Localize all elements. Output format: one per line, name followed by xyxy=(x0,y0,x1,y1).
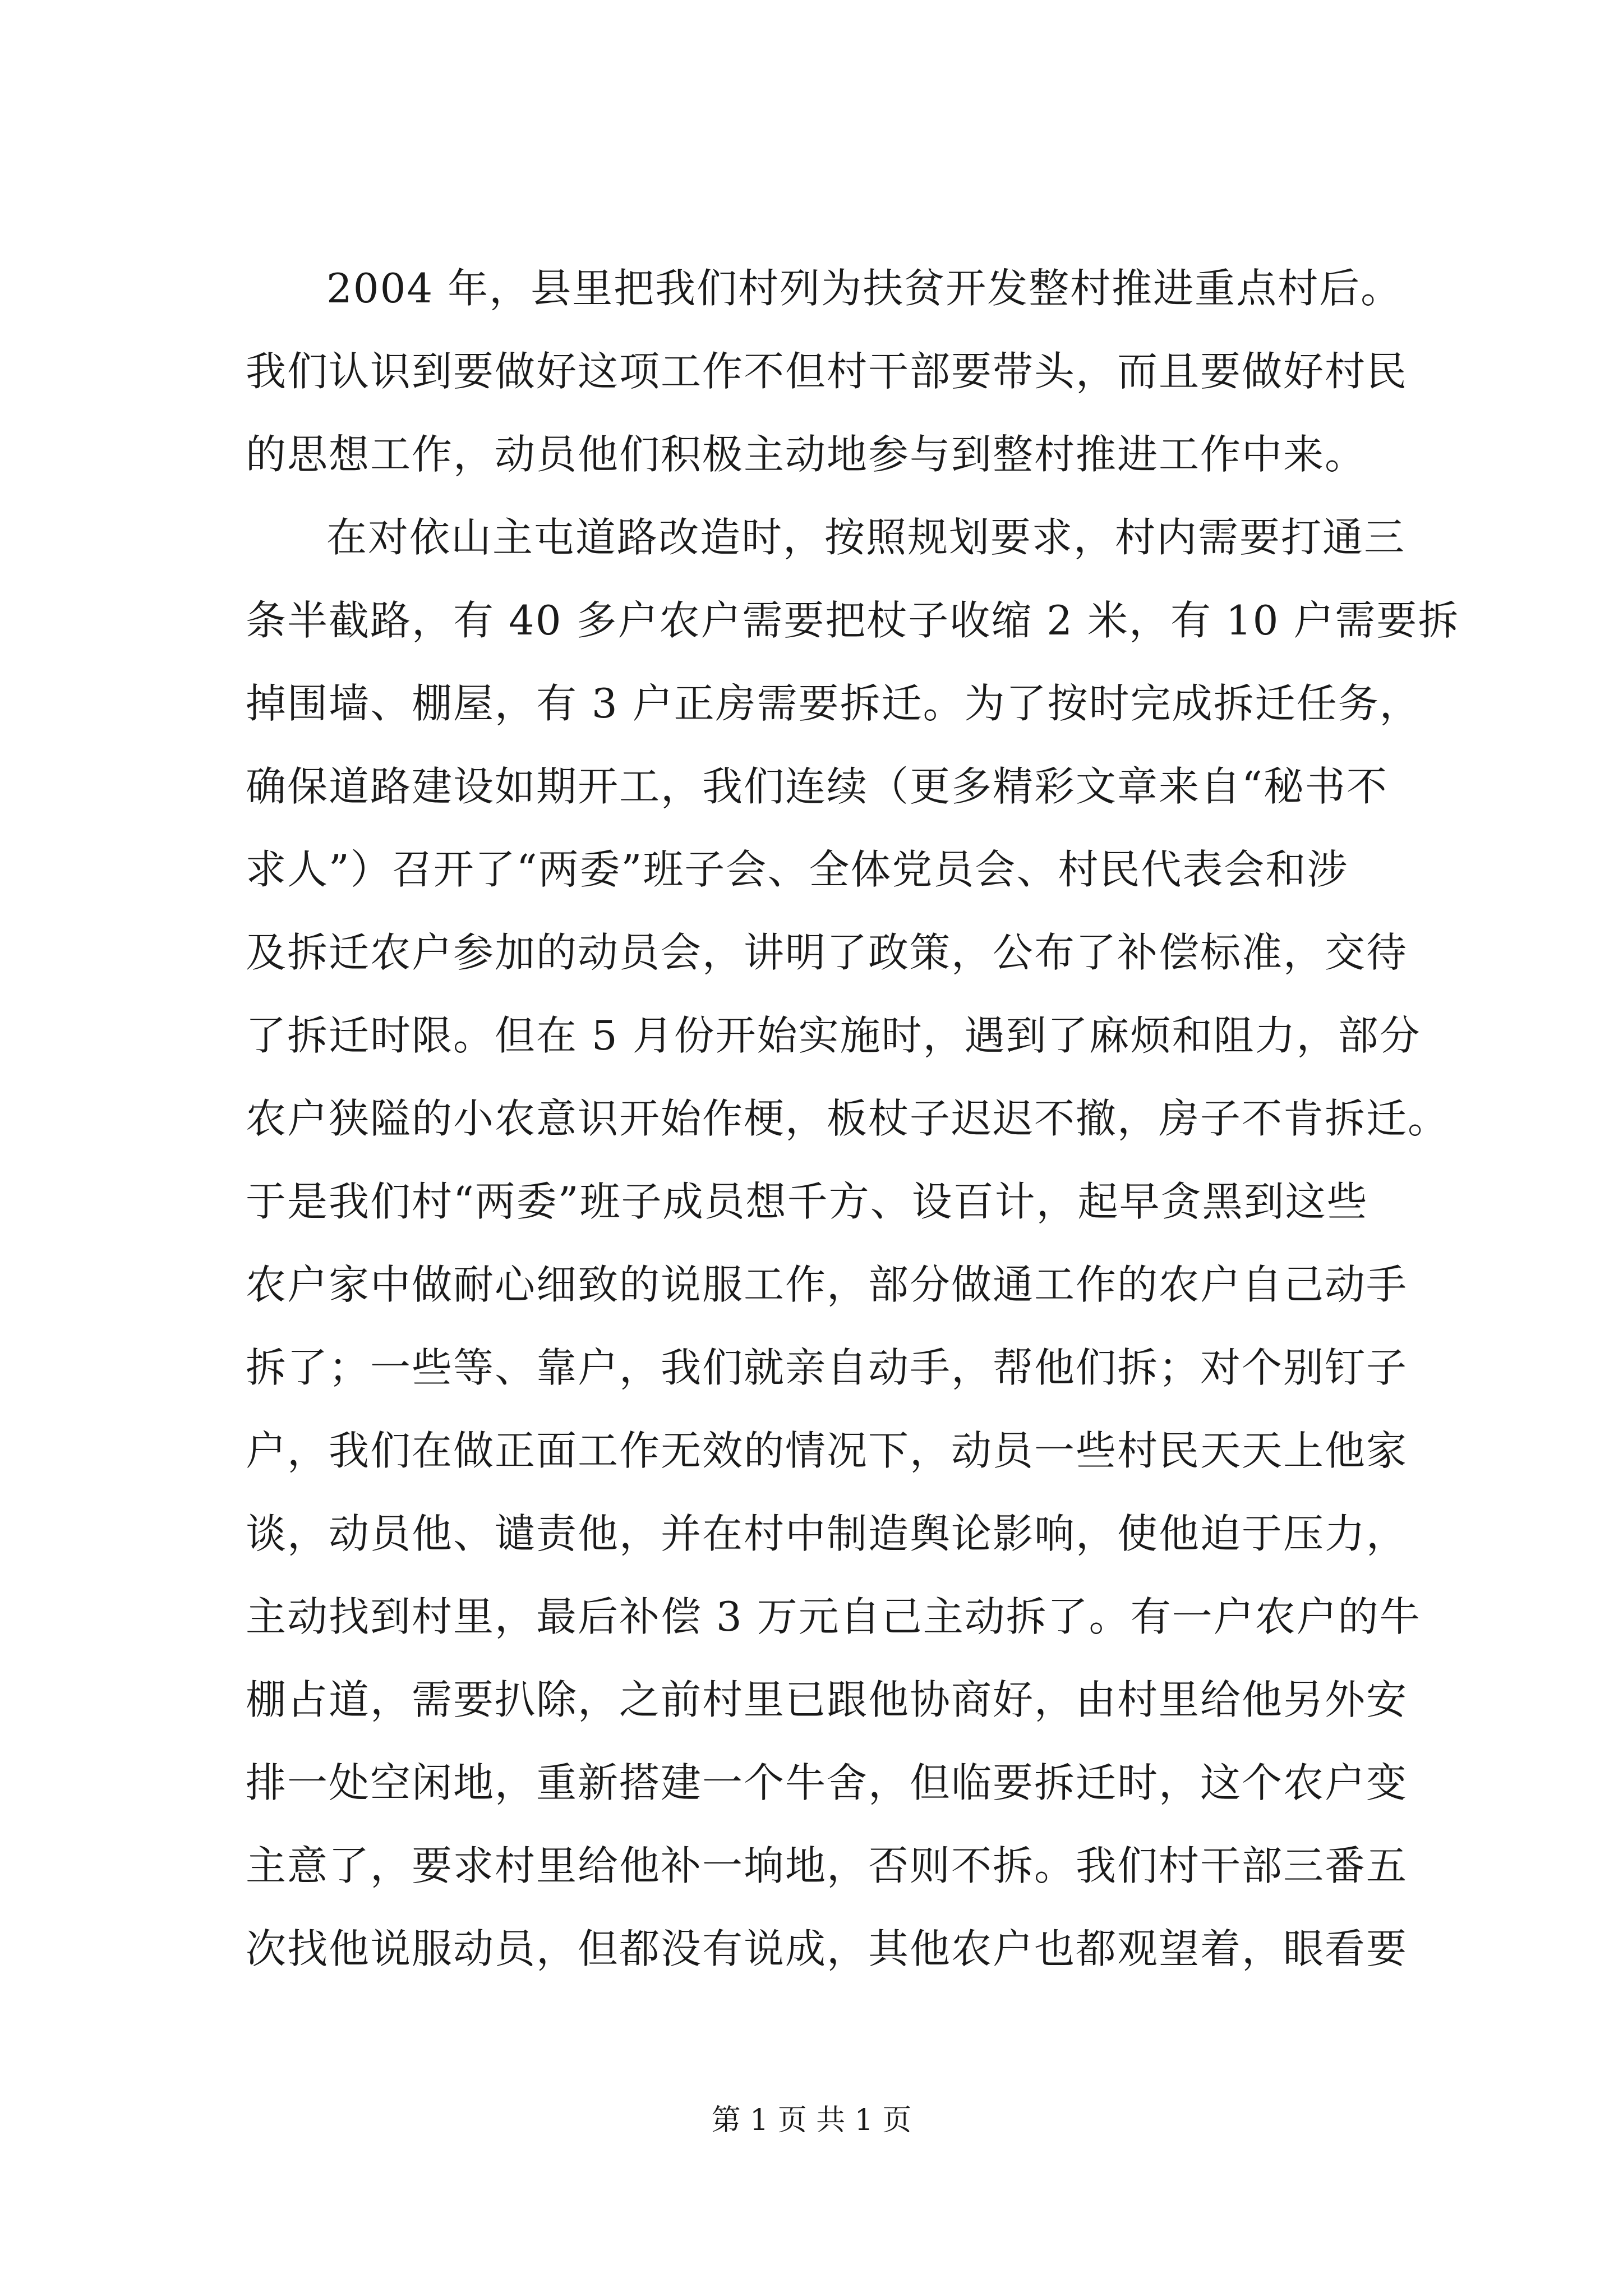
text-line: 掉围墙、棚屋，有 3 户正房需要拆迁。为了按时完成拆迁任务， xyxy=(246,680,1421,727)
text-line: 主动找到村里，最后补偿 3 万元自己主动拆了。有一户农户的牛 xyxy=(246,1593,1421,1640)
text-line: 排一处空闲地，重新搭建一个牛舍，但临要拆迁时，这个农户变 xyxy=(246,1759,1408,1806)
text-line: 于是我们村“两委”班子成员想千方、设百计，起早贪黑到这些 xyxy=(246,1178,1368,1225)
text-line: 确保道路建设如期开工，我们连续（更多精彩文章来自“秘书不 xyxy=(246,763,1388,810)
text-line: 农户家中做耐心细致的说服工作，部分做通工作的农户自己动手 xyxy=(246,1261,1408,1308)
text-line: 棚占道，需要扒除，之前村里已跟他协商好，由村里给他另外安 xyxy=(246,1676,1408,1723)
text-line: 了拆迁时限。但在 5 月份开始实施时，遇到了麻烦和阻力，部分 xyxy=(246,1012,1421,1059)
text-line: 户，我们在做正面工作无效的情况下，动员一些村民天天上他家 xyxy=(246,1427,1408,1474)
text-line: 在对依山主屯道路改造时，按照规划要求，村内需要打通三 xyxy=(326,514,1406,561)
document-body xyxy=(246,247,1460,1990)
text-line: 我们认识到要做好这项工作不但村干部要带头，而且要做好村民 xyxy=(246,348,1408,395)
text-line: 2004 年，县里把我们村列为扶贫开发整村推进重点村后。 xyxy=(326,265,1403,312)
text-line: 的思想工作，动员他们积极主动地参与到整村推进工作中来。 xyxy=(246,431,1367,478)
paragraph-2 xyxy=(246,496,1460,1990)
paragraph-1 xyxy=(246,247,1408,496)
page-number-footer: 第 1 页 共 1 页 xyxy=(711,2104,912,2137)
text-line: 农户狭隘的小农意识开始作梗，板杖子迟迟不撤，房子不肯拆迁。 xyxy=(246,1095,1450,1142)
text-line: 求人”）召开了“两委”班子会、全体党员会、村民代表会和涉 xyxy=(246,846,1349,893)
text-line: 主意了，要求村里给他补一垧地，否则不拆。我们村干部三番五 xyxy=(246,1842,1408,1889)
text-line: 拆了；一些等、靠户，我们就亲自动手，帮他们拆；对个别钉子 xyxy=(246,1344,1408,1391)
text-line: 谈，动员他、谴责他，并在村中制造舆论影响，使他迫于压力， xyxy=(246,1510,1408,1557)
text-line: 及拆迁农户参加的动员会，讲明了政策，公布了补偿标准，交待 xyxy=(246,929,1408,976)
text-line: 次找他说服动员，但都没有说成，其他农户也都观望着，眼看要 xyxy=(246,1925,1408,1972)
text-line: 条半截路，有 40 多户农户需要把杖子收缩 2 米，有 10 户需要拆 xyxy=(246,597,1460,644)
